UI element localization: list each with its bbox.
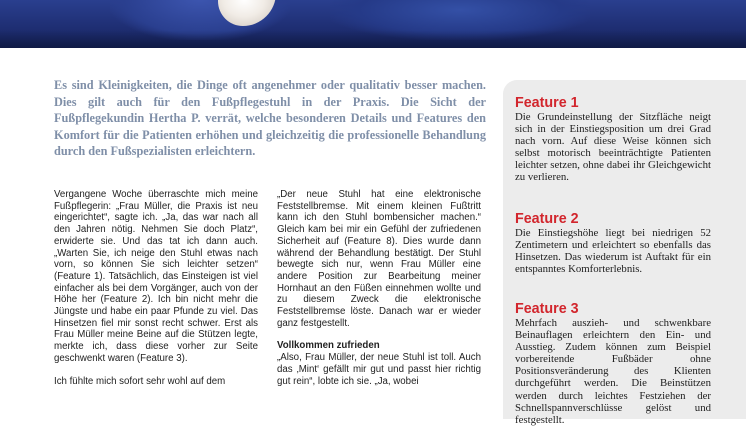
feature-text: Die Einstiegshöhe liegt bei niedrigen 52 Zentimetern und erleichtert so ebenfalls das Hinsetzen. Das wiederum ist Auftakt für ein entspanntes Komforterlebnis. xyxy=(515,227,711,276)
section-subheading: Vollkommen zufrieden xyxy=(277,340,380,352)
article-column-left xyxy=(54,189,258,398)
article-column-right xyxy=(277,189,481,398)
feature-text: Die Grundeinstellung der Sitzfläche neigt sich in der Einstiegsposition um drei Grad nach vorn. Auf diese Weise können sich selbst motorisch beeinträchtigte Patienten leichter setzen, ohne dabei ihr Gleichgewicht zu verlieren. xyxy=(515,111,711,184)
column-paragraph: „Also, Frau Müller, der neue Stuhl ist toll. Auch das ‚Mint‘ gefällt mir gut und passt hier richtig gut rein“, lobte ich sie. „Ja, wobei xyxy=(277,352,481,387)
column-paragraph: „Der neue Stuhl hat eine elektronische Feststellbremse. Mit einem kleinen Fußtritt kann ich den Stuhl bombensicher machen.“ Gleich kam bei mir ein Gefühl der zufriedenen Sicherheit auf (Feature 8). Dies wurde dann während der Behandlung bestätigt. Der Stuhl bewegte sich nur, wenn Frau Müller eine andere Position zur Bearbeitung meiner Hornhaut an den Füßen einnehmen wollte und zu diesem Zweck die elektronische Feststellbremse löste. Danach war er wieder ganz festgestellt. xyxy=(277,189,481,329)
article-intro: Es sind Kleinigkeiten, die Dinge oft angenehmer oder qualitativ besser machen. Dies gilt auch für den Fußpflegestuhl in der Praxis. Die Sicht der Fußpflegekundin Hertha P. verrät, welche besonderen Details und Features den Komfort für die Patienten erhöhen und gleichzeitig die professionelle Behandlung durch den Fußspezialisten erleichtern. xyxy=(54,78,486,159)
feature-box-3 xyxy=(515,302,711,426)
feature-box-1 xyxy=(515,96,711,184)
feature-text: Mehrfach auszieh- und schwenkbare Beinauflagen erleichtern den Ein- und Ausstieg. Zudem können zum Beispiel vorbereitende Fußbäder ohne Positionsveränderung des Klienten durchgeführt werden. Die Beinstützen werden durch leichtes Festziehen der Schnellspannverschlüsse gelöst und festgestellt. xyxy=(515,317,711,426)
feature-title: Feature 2 xyxy=(515,211,579,227)
column-paragraph: Vergangene Woche überraschte mich meine Fußpflegerin: „Frau Müller, die Praxis ist neu eingerichtet“, sagte ich. „Ja, das war nach all den Jahren nötig. Nehmen Sie doch Platz“, erwiderte sie. Und das tat ich dann auch. „Warten Sie, ich neige den Stuhl etwas nach vorn, so können Sie sich leichter setzen“ (Feature 1). Tatsächlich, das Einsteigen ist viel einfacher als bei dem Vorgänger, auch von der Höhe her (Feature 2). Ich bin nicht mehr die Jüngste und habe ein paar Pfunde zu viel. Das Hinsetzen fiel mir sonst recht schwer. Erst als Frau Müller meine Beine auf die Stützen legte, merkte ich, dass diese vorher zur Seite geschwenkt waren (Feature 3). xyxy=(54,189,258,364)
feature-title: Feature 3 xyxy=(515,301,579,317)
feature-title: Feature 1 xyxy=(515,95,579,111)
column-paragraph: Ich fühlte mich sofort sehr wohl auf dem xyxy=(54,375,226,387)
feature-box-2 xyxy=(515,212,711,275)
header-photo xyxy=(0,0,746,48)
photo-shadow xyxy=(0,30,746,48)
